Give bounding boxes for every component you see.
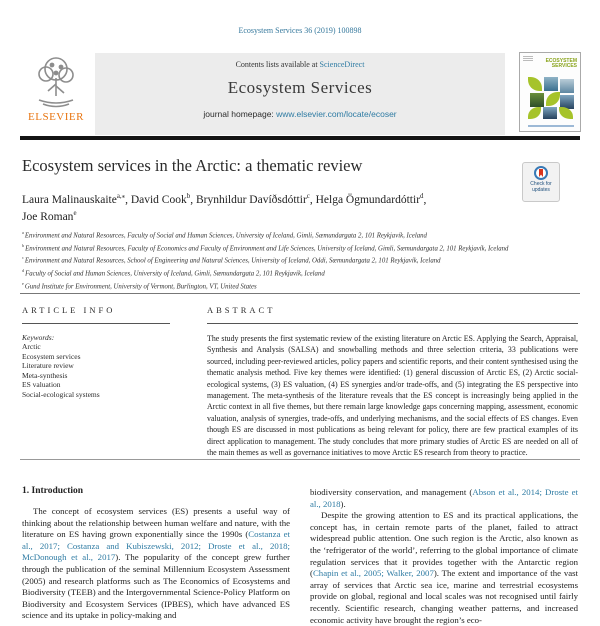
keywords-label: Keywords: [22, 333, 55, 342]
cover-title: ECOSYSTEM SERVICES [545, 58, 577, 69]
homepage-prefix: journal homepage: [203, 109, 277, 119]
abstract-rule [207, 323, 578, 324]
keyword-item: Literature review [22, 361, 74, 371]
cover-footer-line [528, 125, 574, 127]
affiliation-a: $^a$ Environment and Natural Resources, Faculty of Social and Human Sciences, University of Iceland, Gimli, Sæmundargata 2, 101 Reykjavík, Iceland [22, 230, 427, 240]
check-for-updates-button[interactable] [522, 162, 560, 202]
sciencedirect-link[interactable]: ScienceDirect [319, 60, 365, 69]
affiliation-c: $^c$ Environment and Natural Resources, School of Engineering and Natural Sciences, University of Iceland, Oddi, Sæmundargata 2, 101 Reykjavík, Iceland [22, 255, 441, 265]
section-divider [20, 293, 580, 294]
author-list [22, 190, 512, 224]
abstract-header: ABSTRACT [207, 305, 276, 315]
affiliation-e: $^e$ Gund Institute for Environment, University of Vermont, Burlington, VT, United States [22, 280, 257, 290]
affiliation-d: $^d$ Faculty of Social and Human Sciences, University of Iceland, Gimli, Sæmundargata 2, 101 Reykjavík, Iceland [22, 268, 325, 278]
article-title: Ecosystem services in the Arctic: a thematic review [22, 156, 363, 175]
masthead-divider [20, 136, 580, 140]
affiliation-b: $^b$ Environment and Natural Resources, Faculty of Economics and Faculty of Environment and Life Sciences, University of Iceland, Gimli, Sæmundargata 2, 101 Reykjavík, Iceland [22, 242, 509, 252]
intro-paragraph-right-1: biodiversity conservation, and management (Abson et al., 2014; Droste et al., 2018). [310, 487, 578, 509]
contents-line [95, 60, 505, 69]
check-updates-label: Check for updates [530, 181, 552, 193]
crossmark-icon [534, 166, 548, 180]
abstract-text: The study presents the first systematic review of the existing literature on Arctic ES. Applying the Search, Appraisal, Synthesis and Analysis (SALSA) and snowballing methods and three selection criteria, 33 publications were sourced, including peer-reviewed articles, policy papers and scientific reports, and their content synthesised using the thematic analysis method. Five key themes were identified: (1) general discussion of Arctic ES, (2) Arctic social-ecological systems, (3) ES valuation, (4) ES synergies and/or trade-offs, and (5) integrating the ES perspective into management. The meta-synthesis of the literature reveals that the ES concept is increasingly being applied in the Arctic context in all five themes, but there remain large knowledge gaps concerning mapping, assessment, economic valuation, analysis of synergies, trade-offs, and underlying mechanisms, and the social effects of ES changes. Even though ES are discussed in most publications as being relevant for policy, there are few practical examples of its direct application to management. The study concludes that more primary studies of Arctic ES are needed on all of the main themes as well as governance initiatives to move Arctic ES research from theory to practice. [207, 334, 578, 458]
elsevier-logo[interactable] [20, 54, 92, 136]
intro-right-column [310, 487, 578, 626]
affiliations [22, 228, 537, 291]
cover-artwork [528, 77, 574, 119]
intro-left-column [22, 486, 290, 622]
article-info-section [22, 305, 172, 400]
cover-publisher-lines [523, 56, 533, 62]
homepage-url-link[interactable]: www.elsevier.com/locate/ecoser [276, 109, 397, 119]
author-line-2: Joe Roman$^e$ [22, 209, 77, 223]
journal-title: Ecosystem Services [227, 78, 373, 97]
keyword-item: ES valuation [22, 380, 61, 390]
journal-masthead [95, 53, 505, 135]
section-heading-introduction: 1. Introduction [22, 486, 84, 496]
abstract-section [207, 305, 578, 458]
keyword-item: Arctic [22, 342, 41, 351]
author-line-1: Laura Malinauskaite$^{a,⁎}$, David Cook$^b$, Brynhildur Davíðsdóttir$^c$, Helga Ögmundardóttir$^d$, [22, 193, 427, 206]
keyword-item: Ecosystem services [22, 351, 81, 361]
contents-prefix: Contents lists available at [235, 60, 320, 69]
elsevier-tree-icon [31, 54, 81, 110]
intro-paragraph-left: The concept of ecosystem services (ES) presents a useful way of thinking about the relationship between human welfare and nature, with the literature on ES having grown exponentially since the 1990s (Costanza et al., 2017; Costanza and Kubiszewski, 2012; Droste et al., 2018; McDonough et al., 2017). The popularity of the concept grew further through the publication of the seminal Millennium Ecosystem Assessment (2005) and research platforms such as The Economics of Ecosystems and Biodiversity (TEEB) and the Intergovernmental Science-Policy Platform on Biodiversity and Ecosystem Services (IPBES), which have advanced ES science and its uptake in policy-making and [22, 506, 290, 621]
abstract-bottom-divider [20, 459, 580, 460]
journal-citation-link[interactable]: Ecosystem Services 36 (2019) 100898 [238, 26, 362, 35]
keyword-item: Meta-synthesis [22, 370, 68, 380]
intro-paragraph-right-2: Despite the growing attention to ES and its practical applications, the concept has, in certain remote parts of the planet, failed to attract widespread public attention. One such region is the Arctic, also known as the ‘refrigerator of the world’, referring to the global importance of climate regulation services that it provides together with the Antarctic region (Chapin et al., 2005; Walker, 2007). The extent and importance of the vast array of services that Arctic sea ice, marine and terrestrial ecosystems provide on global, regional and local scales was not recognised until fairly recently. Scientific research, changing weather patterns, and increased economic activity have brought the region’s eco- [310, 510, 578, 625]
homepage-line [95, 109, 505, 119]
elsevier-wordmark: ELSEVIER [28, 111, 84, 123]
article-info-rule [22, 323, 170, 324]
keyword-item: Social-ecological systems [22, 389, 100, 399]
journal-cover-thumbnail[interactable] [519, 52, 581, 132]
article-info-header: ARTICLE INFO [22, 305, 116, 315]
